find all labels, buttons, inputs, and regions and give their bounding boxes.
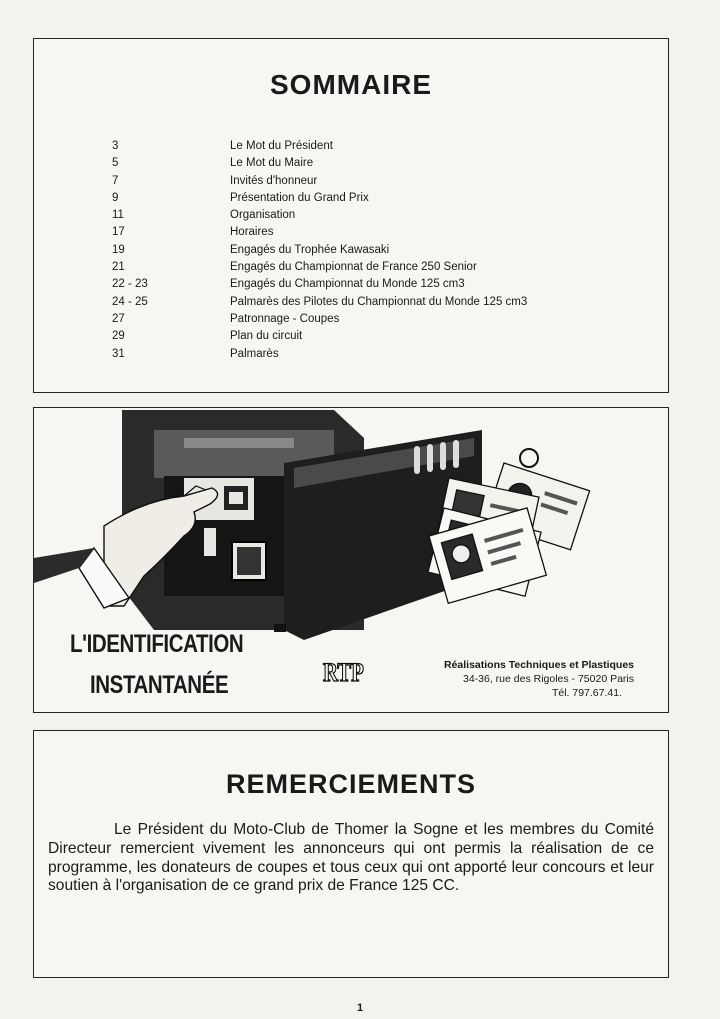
table-of-contents-box xyxy=(33,38,669,393)
toc-entry-page: 22 - 23 xyxy=(112,278,148,291)
toc-entry-page: 7 xyxy=(112,174,119,187)
toc-entry-page: 11 xyxy=(112,209,124,222)
toc-title: SOMMAIRE xyxy=(270,69,432,100)
acknowledgements-box xyxy=(33,730,669,978)
advertisement-box xyxy=(33,407,669,713)
acknowledgements-body xyxy=(48,821,654,896)
company-address: 34-36, rue des Rigoles - 75020 Paris xyxy=(462,673,634,685)
toc-entry-page: 31 xyxy=(112,347,125,360)
toc-entry-label: Présentation du Grand Prix xyxy=(230,191,369,204)
toc-entry-label: Plan du circuit xyxy=(230,330,303,343)
toc-entry-page: 21 xyxy=(112,261,125,274)
company-name: Réalisations Techniques et Plastiques xyxy=(443,659,634,671)
page-number: 1 xyxy=(356,1002,364,1014)
toc-entry-label: Palmarès xyxy=(230,347,279,360)
advert-headline-line2: INSTANTANÉE xyxy=(90,671,229,699)
toc-entry-page: 9 xyxy=(112,191,119,204)
toc-entry-page: 29 xyxy=(112,330,125,343)
toc-entry xyxy=(34,138,668,155)
toc-entry-label: Engagés du Championnat de France 250 Senior xyxy=(230,261,477,274)
toc-entry xyxy=(34,224,668,241)
toc-entry xyxy=(34,346,668,363)
rtp-logo: RTP xyxy=(323,658,364,687)
toc-entry-label: Engagés du Championnat du Monde 125 cm3 xyxy=(230,278,465,291)
toc-entry xyxy=(34,259,668,276)
toc-entry xyxy=(34,155,668,172)
toc-entry-page: 19 xyxy=(112,243,125,256)
toc-entry-label: Invités d'honneur xyxy=(230,174,318,187)
toc-entry xyxy=(34,173,668,190)
toc-entry xyxy=(34,294,668,311)
toc-entry-label: Horaires xyxy=(230,226,274,239)
toc-entry-page: 5 xyxy=(112,157,119,170)
company-phone: Tél. 797.67.41. xyxy=(551,687,622,699)
toc-entry-label: Organisation xyxy=(230,209,296,222)
toc-entry-page: 27 xyxy=(112,312,125,325)
toc-entry xyxy=(34,328,668,345)
advert-headline-line1: L'IDENTIFICATION xyxy=(70,630,244,658)
toc-entry xyxy=(34,242,668,259)
toc-list xyxy=(34,138,668,363)
toc-entry-label: Patronnage - Coupes xyxy=(230,312,340,325)
toc-entry-label: Palmarès des Pilotes du Championnat du Monde 125 cm3 xyxy=(230,295,528,308)
toc-entry-label: Engagés du Trophée Kawasaki xyxy=(230,243,390,256)
toc-entry-page: 3 xyxy=(112,140,119,152)
advert-company-info xyxy=(444,658,634,700)
toc-entry xyxy=(34,311,668,328)
toc-entry-page: 24 - 25 xyxy=(112,295,148,308)
toc-entry xyxy=(34,276,668,293)
toc-entry xyxy=(34,207,668,224)
toc-entry-label: Le Mot du Président xyxy=(230,140,333,152)
toc-entry-page: 17 xyxy=(112,226,125,239)
acknowledgements-text: Le Président du Moto-Club de Thomer la Sogne et les membres du Comité Directeur remercient vivement les annonceurs qui ont permis la réalisation de ce programme, les donateurs de coupes et tous ceux qui ont apporté leur concours et leur soutien à l'organisation de ce grand prix de France 125 CC. xyxy=(48,821,654,895)
acknowledgements-title: REMERCIEMENTS xyxy=(225,769,476,799)
toc-entry-label: Le Mot du Maire xyxy=(230,157,314,170)
toc-entry xyxy=(34,190,668,207)
